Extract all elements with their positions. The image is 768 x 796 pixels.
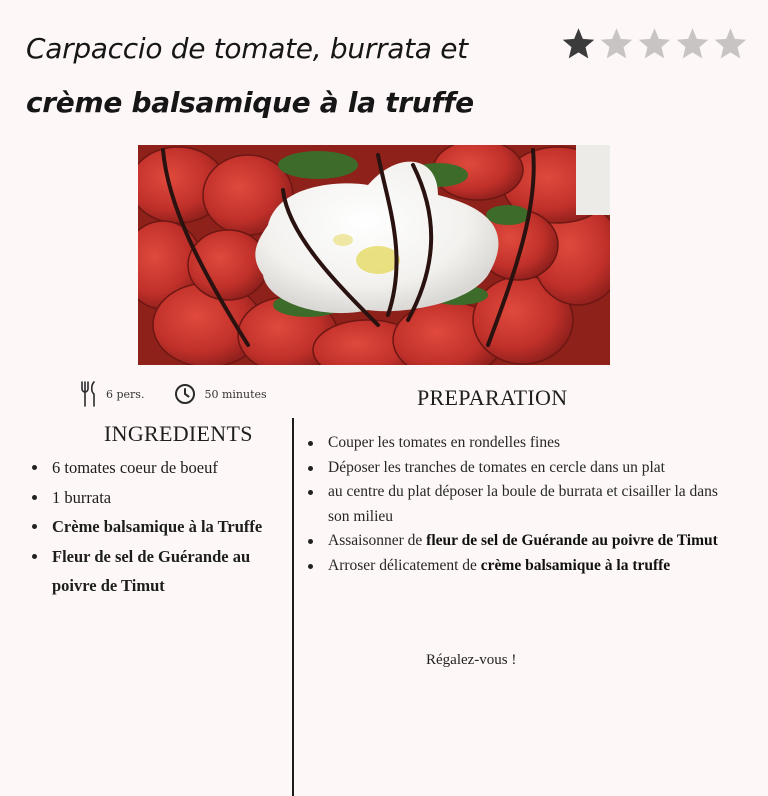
- preparation-step: [304, 431, 734, 456]
- duration-info: [174, 383, 266, 405]
- fork-knife-icon: [80, 380, 98, 408]
- step-text: Arroser délicatement de: [328, 556, 481, 574]
- preparation-step: [304, 480, 734, 529]
- star-empty-icon: [636, 26, 673, 62]
- preparation-step: [304, 554, 734, 579]
- recipe-photo: [138, 145, 610, 365]
- recipe-title: [26, 22, 546, 130]
- recipe-title-line1: Carpaccio de tomate, burrata et: [26, 32, 468, 65]
- preparation-steps: [304, 431, 734, 578]
- step-text: Couper les tomates en rondelles fines: [328, 434, 561, 451]
- preparation-step: [304, 456, 734, 481]
- star-rating: [560, 26, 749, 62]
- step-highlight: crème balsamique à la truffe: [480, 556, 671, 574]
- step-highlight: fleur de sel de Guérande au poivre de Timut: [426, 532, 718, 549]
- step-text: Assaisonner de: [328, 532, 427, 549]
- star-empty-icon: [598, 26, 635, 62]
- ingredient-item: Fleur de sel de Guérande au poivre de Timut: [28, 542, 290, 601]
- recipe-title-line2: crème balsamique à la truffe: [26, 86, 474, 119]
- ingredients-heading: INGREDIENTS: [104, 421, 253, 446]
- duration-text: 50 minutes: [204, 387, 267, 401]
- preparation-heading: PREPARATION: [417, 385, 568, 410]
- servings-text: 6 pers.: [106, 387, 145, 401]
- step-text: Déposer les tranches de tomates en cercle dans un plat: [328, 458, 665, 476]
- star-empty-icon: [712, 26, 749, 62]
- servings-info: [80, 380, 144, 408]
- preparation-step: [304, 529, 734, 554]
- ingredient-item: 1 burrata: [28, 483, 290, 513]
- star-filled-icon: [560, 26, 597, 62]
- ingredient-item: Crème balsamique à la Truffe: [28, 512, 290, 542]
- clock-icon: [174, 383, 196, 405]
- star-empty-icon: [674, 26, 711, 62]
- ingredients-list: [28, 453, 290, 601]
- closing-message: Régalez-vous !: [426, 652, 517, 668]
- ingredient-item: 6 tomates coeur de boeuf: [28, 453, 290, 483]
- recipe-meta: [80, 380, 267, 408]
- column-divider: [292, 418, 294, 796]
- step-text: au centre du plat déposer la boule de burrata et cisailler la dans son milieu: [328, 483, 718, 525]
